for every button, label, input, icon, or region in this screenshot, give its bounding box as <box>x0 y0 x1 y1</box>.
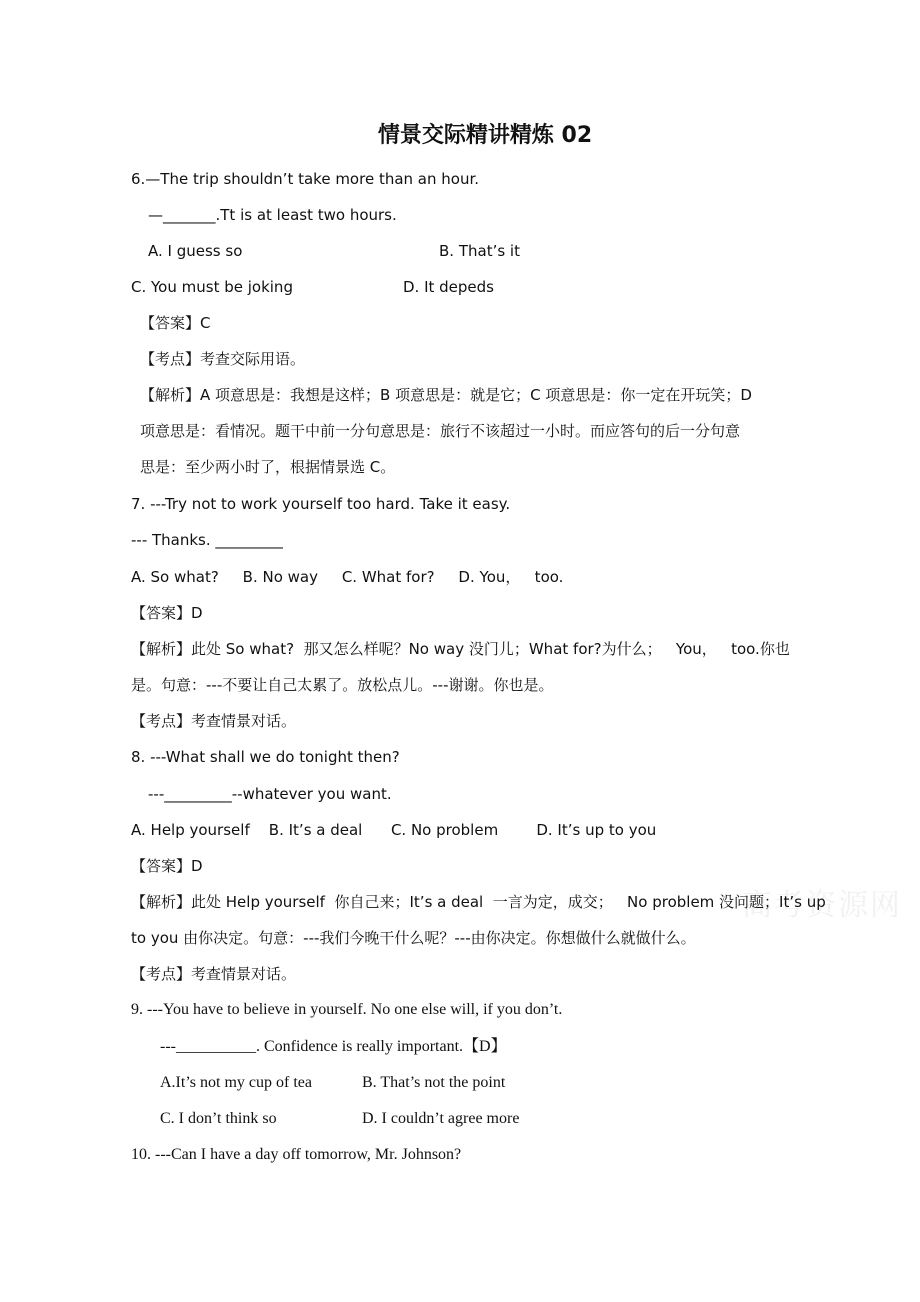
q7-analysis-2: 是。句意：---不要让自己太累了。放松点儿。---谢谢。你也是。 <box>131 676 554 694</box>
q6-reply: —_______.Tt is at least two hours. <box>148 206 397 224</box>
q8-analysis-2: to you 由你决定。句意：---我们今晚干什么呢？---由你决定。你想做什么就做什么。 <box>131 929 696 947</box>
q6-analysis-1: 【解析】A 项意思是：我想是这样；B 项意思是：就是它；C 项意思是：你一定在开玩笑；D <box>140 386 752 404</box>
q7-stem: 7. ---Try not to work yourself too hard. Take it easy. <box>131 495 511 513</box>
q7-answer: 【答案】D <box>131 604 203 622</box>
q6-option-a: A. I guess so <box>148 242 243 260</box>
watermark: 高考资源网 <box>742 888 902 923</box>
q10-stem: 10. ---Can I have a day off tomorrow, Mr. Johnson? <box>131 1146 462 1163</box>
q9-option-c: C. I don’t think so <box>160 1110 277 1127</box>
q8-answer: 【答案】D <box>131 857 203 875</box>
q7-analysis-1: 【解析】此处 So what? 那又怎么样呢？No way 没门儿；What for?为什么； You， too.你也 <box>131 640 790 658</box>
q6-option-c: C. You must be joking <box>131 278 293 296</box>
q9-option-a: A.It’s not my cup of tea <box>160 1074 312 1091</box>
q8-reply: ---_________--whatever you want. <box>148 785 392 803</box>
q7-reply: --- Thanks. _________ <box>131 531 283 549</box>
q6-option-d: D. It depeds <box>403 278 494 296</box>
q6-stem: 6.—The trip shouldn’t take more than an hour. <box>131 170 480 188</box>
q8-options: A. Help yourself B. It’s a deal C. No problem D. It’s up to you <box>131 821 657 839</box>
q8-point: 【考点】考查情景对话。 <box>131 965 297 983</box>
q6-point: 【考点】考查交际用语。 <box>140 350 306 368</box>
q6-answer: 【答案】C <box>140 314 211 332</box>
q6-analysis-2: 项意思是：看情况。题干中前一分句意思是：旅行不该超过一小时。而应答句的后一分句意 <box>140 422 741 440</box>
q8-analysis-1: 【解析】此处 Help yourself 你自己来；It’s a deal 一言为定，成交； No problem 没问题；It’s up <box>131 893 826 911</box>
q7-options: A. So what? B. No way C. What for? D. You， too. <box>131 568 564 586</box>
q9-option-b: B. That’s not the point <box>362 1074 506 1091</box>
page-title: 情景交际精讲精炼 02 <box>377 123 593 148</box>
q6-option-b: B. That’s it <box>439 242 520 260</box>
q8-stem: 8. ---What shall we do tonight then? <box>131 748 400 766</box>
q9-option-d: D. I couldn’t agree more <box>362 1110 520 1127</box>
q6-analysis-3: 思是：至少两小时了，根据情景选 C。 <box>140 458 396 476</box>
q7-point: 【考点】考查情景对话。 <box>131 712 297 730</box>
q9-stem: 9. ---You have to believe in yourself. No one else will, if you don’t. <box>131 1001 563 1018</box>
q9-reply: ---__________. Confidence is really important.【D】 <box>160 1038 507 1055</box>
